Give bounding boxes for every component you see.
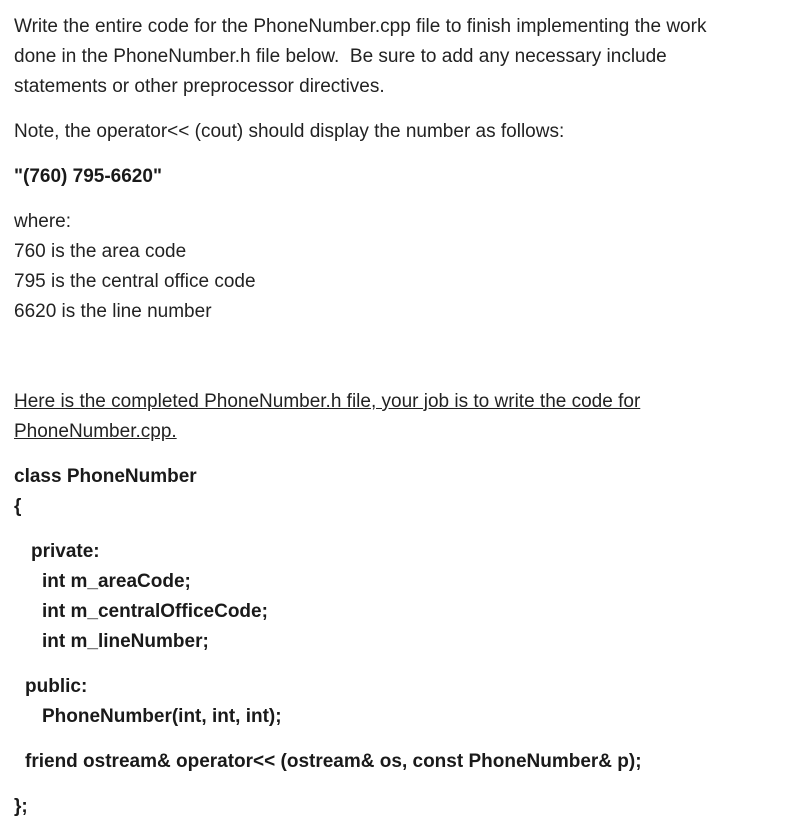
header-file-link-line-2: PhoneNumber.cpp. bbox=[14, 421, 177, 442]
code-friend-operator: friend ostream& operator<< (ostream& os, const PhoneNumber& p); bbox=[25, 751, 642, 772]
where-item-area-code: 760 is the area code bbox=[14, 241, 187, 262]
code-private-label: private: bbox=[31, 541, 100, 562]
note-text: Note, the operator<< (cout) should display the number as follows: bbox=[14, 121, 565, 142]
code-member-central-office-code: int m_centralOfficeCode; bbox=[42, 601, 268, 622]
code-member-line-number: int m_lineNumber; bbox=[42, 631, 209, 652]
example-number: "(760) 795-6620" bbox=[14, 166, 162, 187]
intro-line-2: done in the PhoneNumber.h file below. Be sure to add any necessary include bbox=[14, 46, 667, 67]
code-member-area-code: int m_areaCode; bbox=[42, 571, 191, 592]
where-item-central-office: 795 is the central office code bbox=[14, 271, 256, 292]
where-item-line-number: 6620 is the line number bbox=[14, 301, 212, 322]
where-heading: where: bbox=[14, 211, 72, 232]
code-constructor: PhoneNumber(int, int, int); bbox=[42, 706, 282, 727]
code-close-brace: }; bbox=[14, 796, 28, 817]
intro-line-1: Write the entire code for the PhoneNumber.cpp file to finish implementing the work bbox=[14, 16, 707, 37]
code-class-declaration: class PhoneNumber bbox=[14, 466, 197, 487]
code-public-label: public: bbox=[25, 676, 88, 697]
header-file-link-line-1: Here is the completed PhoneNumber.h file, your job is to write the code for bbox=[14, 391, 641, 412]
intro-line-3: statements or other preprocessor directives. bbox=[14, 76, 385, 97]
code-open-brace: { bbox=[14, 496, 22, 517]
